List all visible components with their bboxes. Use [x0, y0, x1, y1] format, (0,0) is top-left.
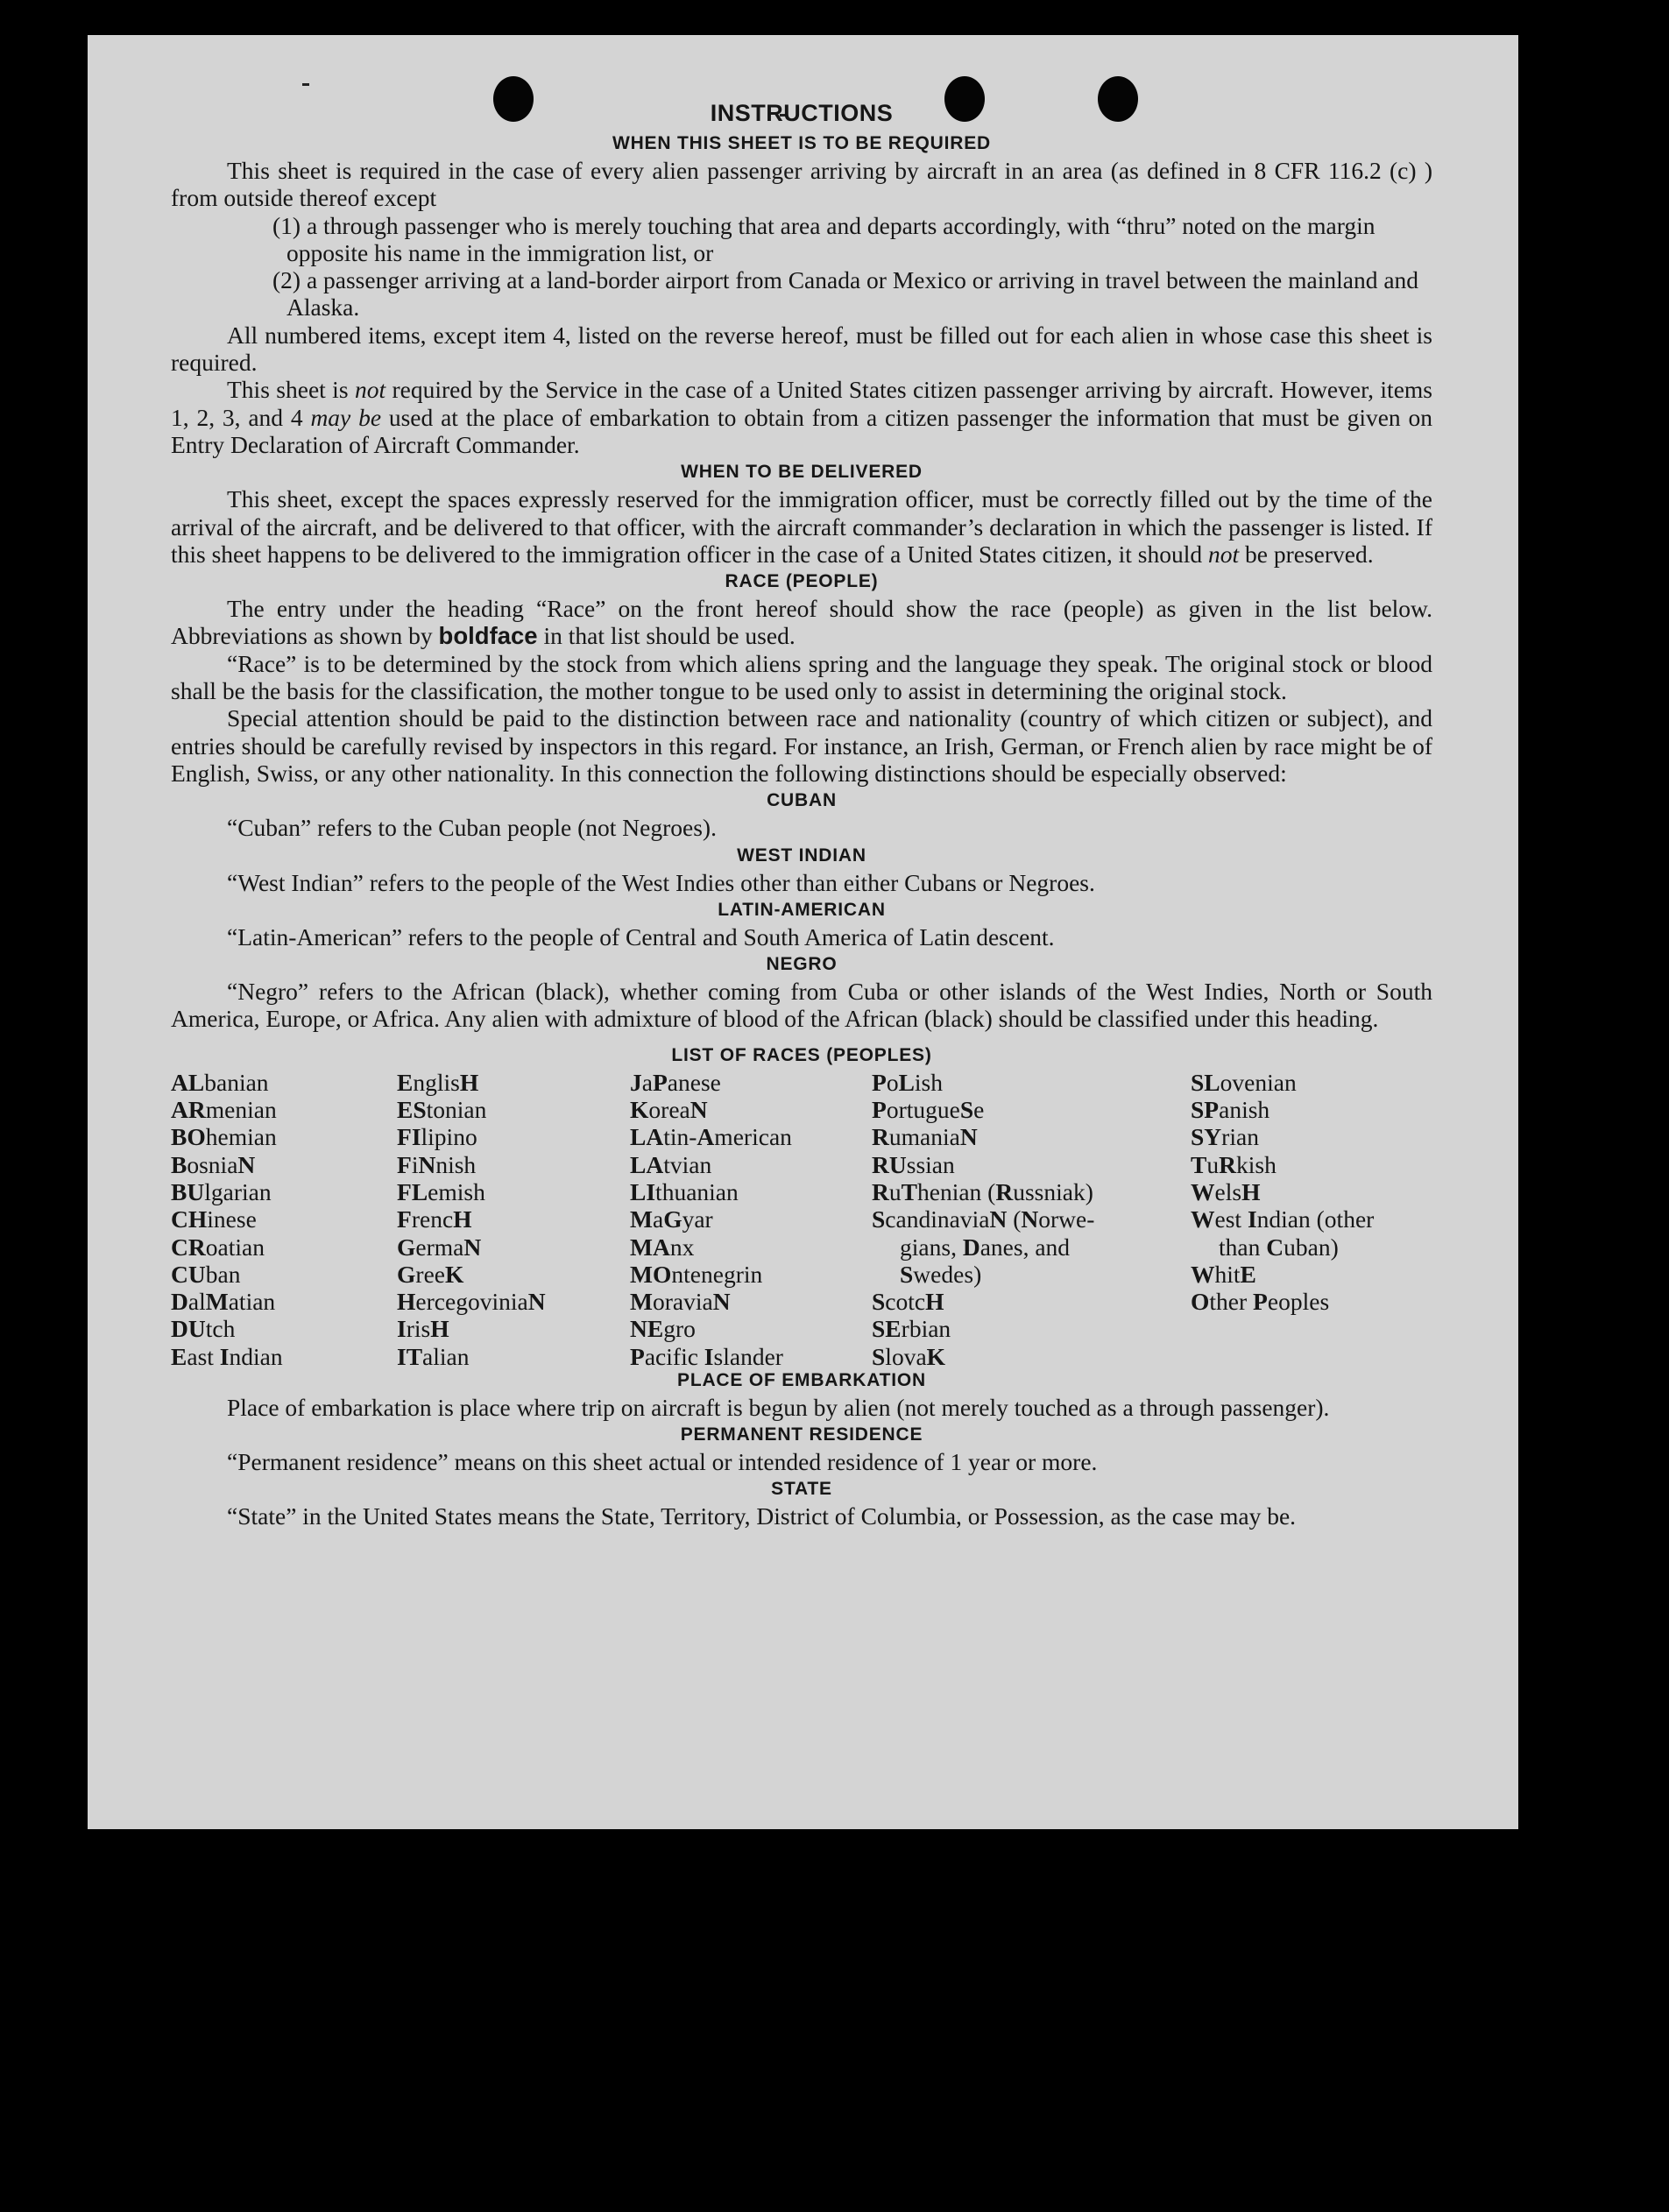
- race-entry: SYrian: [1191, 1123, 1259, 1151]
- race-entry: SlovaK: [872, 1342, 946, 1370]
- paragraph: Special attention should be paid to the distinction between race and nationality (country of which citizen or subject), and entries should be carefully revised by inspectors in this regard. For instance, an Irish, German, or French alien by race might be of English, Swiss, or any other nationality. In this connection the following distinctions should be especially observed:: [171, 704, 1432, 787]
- race-entry: MOntenegrin: [630, 1260, 763, 1288]
- race-entry: GreeK: [397, 1260, 464, 1288]
- race-entry: TuRkish: [1191, 1150, 1277, 1178]
- paragraph: This sheet is not required by the Service in the case of a United States citizen passenger arriving by aircraft. However, items 1, 2, 3, and 4 may be used at the place of embarkation to obtain from a citizen passenger the information that must be given on Entry Declaration of Aircraft Commander.: [171, 376, 1433, 458]
- heading-when-required: WHEN THIS SHEET IS TO BE REQUIRED: [612, 133, 992, 153]
- paragraph: “Race” is to be determined by the stock from which aliens spring and the language they speak. The original stock or blood shall be the basis for the classification, the mother tongue to be used only to assist in determining the original stock.: [171, 649, 1432, 705]
- paragraph: The entry under the heading “Race” on the front hereof should show the race (people) as given in the list below. Abbreviations as shown by boldface in that list should be used.: [171, 595, 1432, 650]
- race-entry: BosniaN: [171, 1150, 256, 1178]
- heading-latin-american: LATIN-AMERICAN: [718, 899, 886, 920]
- race-entry: East Indian: [171, 1342, 283, 1370]
- race-entry: EStonian: [397, 1096, 487, 1124]
- race-entry: FLemish: [397, 1177, 485, 1205]
- paragraph: All numbered items, except item 4, listed on the reverse hereof, must be filled out for each alien in whose case this sheet is required.: [171, 321, 1432, 377]
- race-entry: DalMatian: [171, 1288, 276, 1316]
- paragraph: This sheet is required in the case of every alien passenger arriving by aircraft in an area (as defined in 8 CFR 116.2 (c) ) from outside thereof except: [171, 157, 1432, 212]
- race-entry: ALbanian: [171, 1068, 269, 1096]
- races-column-2: [397, 1069, 546, 1370]
- heading-state: STATE: [771, 1479, 832, 1500]
- race-entry: NEgro: [630, 1315, 696, 1343]
- race-entry: LAtvian: [630, 1150, 712, 1178]
- race-entry: MaGyar: [630, 1205, 713, 1233]
- race-entry: HercegoviniaN: [397, 1288, 546, 1316]
- race-entry: Pacific Islander: [630, 1342, 783, 1370]
- race-entry: ARmenian: [171, 1096, 277, 1124]
- race-entry: CUban: [171, 1260, 241, 1288]
- races-column-5: [1191, 1069, 1374, 1316]
- paragraph: This sheet, except the spaces expressly reserved for the immigration officer, must be correctly filled out by the time of the arrival of the aircraft, and be delivered to that officer, with the aircraft commander’s declaration in which the passenger is listed. If this sheet happens to be delivered to the immigration officer in the case of a United States citizen, it should not be preserved.: [171, 485, 1432, 568]
- race-entry: FiNnish: [397, 1150, 477, 1178]
- heading-race: RACE (PEOPLE): [725, 571, 879, 592]
- race-entry: WelsH: [1191, 1177, 1261, 1205]
- races-column-4: [872, 1069, 1094, 1370]
- race-entry: MoraviaN: [630, 1288, 731, 1316]
- race-entry: FrencH: [397, 1205, 472, 1233]
- page-mark: [302, 83, 309, 86]
- races-column-1: [171, 1069, 283, 1370]
- heading-negro: NEGRO: [766, 954, 838, 975]
- race-entry: FIlipino: [397, 1123, 477, 1151]
- race-entry: ScotcH: [872, 1288, 944, 1316]
- race-entry: JaPanese: [630, 1068, 721, 1096]
- race-entry: LAtin-American: [630, 1123, 792, 1151]
- race-entry: PortugueSe: [872, 1096, 985, 1124]
- race-entry: MAnx: [630, 1233, 695, 1261]
- page-title: INSTRUCTIONS: [710, 100, 894, 126]
- document-sheet: [88, 35, 1518, 1829]
- heading-when-delivered: WHEN TO BE DELIVERED: [681, 462, 923, 483]
- definition-west-indian: “West Indian” refers to the people of the West Indies other than either Cubans or Negroes.: [227, 868, 1095, 896]
- race-entry: LIthuanian: [630, 1177, 739, 1205]
- heading-place-of-embarkation: PLACE OF EMBARKATION: [677, 1369, 926, 1390]
- race-entry: SPanish: [1191, 1096, 1270, 1124]
- race-entry: ScandinaviaN (Norwe-: [872, 1205, 1095, 1233]
- race-entry: than Cuban): [1219, 1233, 1339, 1261]
- race-entry: BUlgarian: [171, 1177, 272, 1205]
- race-entry: BOhemian: [171, 1123, 277, 1151]
- race-entry: EnglisH: [397, 1068, 479, 1096]
- races-column-3: [630, 1069, 792, 1370]
- paragraph: “State” in the United States means the State, Territory, District of Columbia, or Possession, as the case may be.: [227, 1502, 1297, 1530]
- race-entry: IrisH: [397, 1315, 449, 1343]
- exception-item-1: (1) a through passenger who is merely touching that area and departs accordingly, with “thru” noted on the margin opposite his name in the immigration list, or: [272, 211, 1376, 266]
- race-entry: Swedes): [900, 1260, 982, 1288]
- race-entry: RumaniaN: [872, 1123, 978, 1151]
- heading-cuban: CUBAN: [767, 790, 837, 811]
- definition-latin-american: “Latin-American” refers to the people of Central and South America of Latin descent.: [227, 922, 1055, 951]
- race-entry: RuThenian (Russniak): [872, 1177, 1093, 1205]
- race-entry: West Indian (other: [1191, 1205, 1375, 1233]
- heading-west-indian: WEST INDIAN: [737, 845, 866, 866]
- race-entry: KoreaN: [630, 1096, 708, 1124]
- paragraph: Place of embarkation is place where trip on aircraft is begun by alien (not merely touched as a through passenger).: [227, 1393, 1330, 1421]
- race-entry: SErbian: [872, 1315, 951, 1343]
- race-entry: DUtch: [171, 1315, 236, 1343]
- definition-negro: “Negro” refers to the African (black), whether coming from Cuba or other islands of the West Indies, North or South America, Europe, or Africa. Any alien with admixture of blood of the African (black) should be classified under this heading.: [171, 978, 1432, 1033]
- paragraph: “Permanent residence” means on this sheet actual or intended residence of 1 year or more.: [227, 1448, 1098, 1476]
- race-entry: PoLish: [872, 1068, 943, 1096]
- race-entry: CRoatian: [171, 1233, 265, 1261]
- race-entry: SLovenian: [1191, 1068, 1297, 1096]
- race-entry: WhitE: [1191, 1260, 1256, 1288]
- exception-item-2: (2) a passenger arriving at a land-border airport from Canada or Mexico or arriving in travel between the mainland and Alaska.: [272, 266, 1419, 322]
- heading-permanent-residence: PERMANENT RESIDENCE: [680, 1424, 923, 1445]
- races-list: [171, 1068, 1432, 1370]
- race-entry: Other Peoples: [1191, 1288, 1330, 1316]
- definition-cuban: “Cuban” refers to the Cuban people (not Negroes).: [227, 814, 717, 842]
- race-entry: gians, Danes, and: [900, 1233, 1071, 1261]
- race-entry: GermaN: [397, 1233, 482, 1261]
- heading-list-of-races: LIST OF RACES (PEOPLES): [671, 1044, 932, 1065]
- race-entry: ITalian: [397, 1342, 470, 1370]
- race-entry: RUssian: [872, 1150, 955, 1178]
- race-entry: CHinese: [171, 1205, 257, 1233]
- instructions-content: [171, 96, 1432, 1530]
